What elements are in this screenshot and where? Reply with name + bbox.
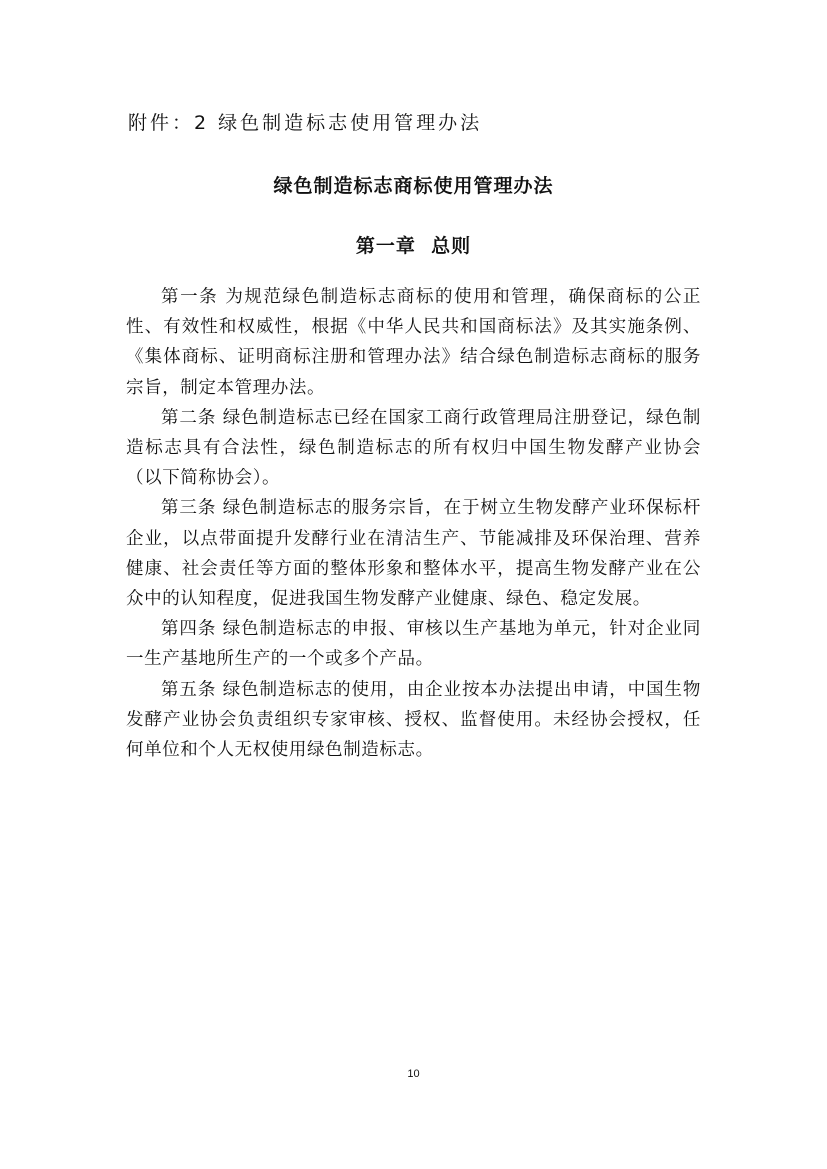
article-4: 第四条 绿色制造标志的申报、审核以生产基地为单元，针对企业同一生产基地所生产的一个或多个产品。: [126, 619, 701, 670]
article-5: 第五条 绿色制造标志的使用，由企业按本办法提出申请，中国生物发酵产业协会负责组织专家审核、授权、监督使用。未经协会授权，任何单位和个人无权使用绿色制造标志。: [126, 679, 701, 761]
article-3: 第三条 绿色制造标志的服务宗旨，在于树立生物发酵产业环保标杆企业，以点带面提升发酵行业在清洁生产、节能减排及环保治理、营养健康、社会责任等方面的整体形象和整体水平，提高生物发酵产业在公众中的认知程度，促进我国生物发酵产业健康、绿色、稳定发展。: [126, 498, 701, 610]
document-body: [126, 282, 701, 765]
attachment-label: 附件：2 绿色制造标志使用管理办法: [128, 112, 483, 134]
document-title: 绿色制造标志商标使用管理办法: [273, 175, 554, 197]
chapter-heading: 第一章 总则: [355, 235, 472, 257]
article-2: 第二条 绿色制造标志已经在国家工商行政管理局注册登记，绿色制造标志具有合法性，绿色制造标志的所有权归中国生物发酵产业协会（以下简称协会）。: [126, 407, 701, 489]
article-1: 第一条 为规范绿色制造标志商标的使用和管理，确保商标的公正性、有效性和权威性，根据《中华人民共和国商标法》及其实施条例、《集体商标、证明商标注册和管理办法》结合绿色制造标志商标的服务宗旨，制定本管理办法。: [126, 287, 701, 398]
page-number: 10: [407, 1068, 420, 1080]
